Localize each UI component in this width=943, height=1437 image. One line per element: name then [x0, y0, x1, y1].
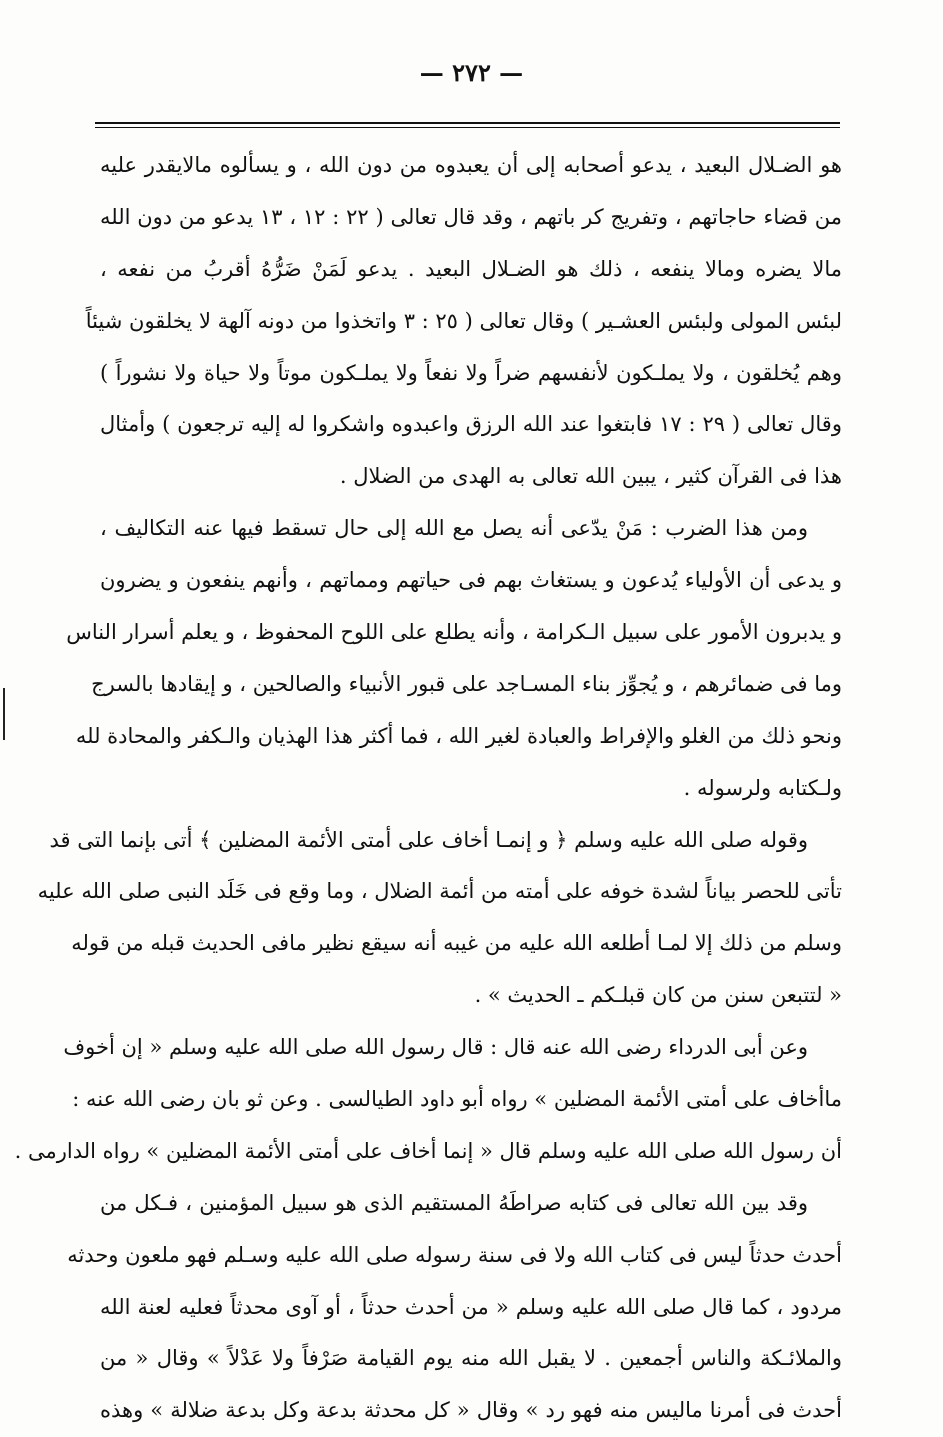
body-text [14, 140, 842, 1437]
text-line: ومن هذا الضرب : مَنْ يدّعى أنه يصل مع الله إلى حال تسقط فيها عنه التكاليف ، [100, 516, 808, 541]
page-number: — ٢٧٢ — [419, 58, 524, 87]
header-rule [95, 122, 840, 124]
text-line: وهم يُخلقون ، ولا يملـكون لأنفسهم ضراً ولا نفعاً ولا يملـكون موتاً ولا حياة ولا نشوراً ) [100, 360, 842, 385]
text-line: مالا يضره ومالا ينفعه ، ذلك هو الضـلال البعيد . يدعو لَمَنْ ضَرُّهُ أقربُ من نفعه ، [100, 256, 842, 281]
text-line: و يدبرون الأمور على سبيل الـكرامة ، وأنه يطلع على اللوح المحفوظ ، و يعلم أسرار الناس [66, 620, 842, 645]
header-rule-thin [95, 127, 840, 128]
text-line: وعن أبى الدرداء رضى الله عنه قال : قال رسول الله صلى الله عليه وسلم « إن أخوف [63, 1035, 808, 1060]
text-line: و يدعى أن الأولياء يُدعون و يستغاث بهم فى حياتهم ومماتهم ، وأنهم ينفعون و يضرون [100, 568, 842, 593]
text-line: مردود ، كما قال صلى الله عليه وسلم « من أحدث حدثاً ، أو آوى محدثاً فعليه لعنة الله [100, 1294, 842, 1319]
text-line: لبئس المولى ولبئس العشـير ) وقال تعالى ( ٢٥ : ٣ واتخذوا من دونه آلهة لا يخلقون شيئاً [85, 308, 842, 333]
text-line: هذا فى القرآن كثير ، يبين الله تعالى به الهدى من الضلال . [339, 464, 842, 489]
text-line: أحدث حدثاً ليس فى كتاب الله ولا فى سنة رسوله صلى الله عليه وسـلم فهو ملعون وحدثه [67, 1242, 842, 1267]
text-line: ولـكتابه ولرسوله . [683, 775, 842, 800]
text-line: من قضاء حاجاتهم ، وتفريج كر باتهم ، وقد قال تعالى ( ٢٢ : ١٢ ، ١٣ يدعو من دون الله [100, 204, 842, 229]
text-line: أحدث فى أمرنا ماليس منه فهو رد » وقال « كل محدثة بدعة وكل بدعة ضلالة » وهذه [100, 1398, 842, 1423]
margin-mark [3, 688, 5, 740]
text-line: وقوله صلى الله عليه وسلم ﴿ و إنمـا أخاف على أمتى الأئمة المضلين ﴾ أتى بإنما التى قد [49, 827, 808, 852]
text-line: ونحو ذلك من الغلو والإفراط والعبادة لغير الله ، فما أكثر هذا الهذيان والـكفر والمحادة لله [75, 723, 842, 748]
text-line: هو الضـلال البعيد ، يدعو أصحابه إلى أن يعبدوه من دون الله ، و يسألوه مالايقدر عليه [100, 153, 842, 177]
text-line: « لتتبعن سنن من كان قبلـكم ـ الحديث » . [474, 983, 842, 1008]
text-line: ماأخاف على أمتى الأئمة المضلين » رواه أبو داود الطيالسى . وعن ثو بان رضى الله عنه : [72, 1087, 842, 1112]
text-line: تأتى للحصر بياناً لشدة خوفه على أمته من أئمة الضلال ، وما وقع فى خَلَد النبى صلى الله عليه [37, 879, 842, 904]
text-line: وما فى ضمائرهم ، و يُجوِّز بناء المسـاجد على قبور الأنبياء والصالحين ، و إيقادها بالسرج [91, 671, 842, 696]
text-line: وقال تعالى ( ٢٩ : ١٧ فابتغوا عند الله الرزق واعبدوه واشكروا له إليه ترجعون ) وأمثال [100, 412, 842, 437]
text-line: وسلم من ذلك إلا لمـا أطلعه الله عليه من غيبه أنه سيقع نظير مافى الحديث قبله من قوله [71, 931, 842, 956]
text-line: وقد بين الله تعالى فى كتابه صراطَهُ المستقيم الذى هو سبيل المؤمنين ، فـكل من [100, 1190, 808, 1215]
text-line: والملائـكة والناس أجمعين . لا يقبل الله منه يوم القيامة صَرْفاً ولا عَدْلاً » وقال « من [100, 1346, 842, 1371]
text-line: أن رسول الله صلى الله عليه وسلم قال « إنما أخاف على أمتى الأئمة المضلين » رواه الدارمى . [14, 1138, 842, 1163]
